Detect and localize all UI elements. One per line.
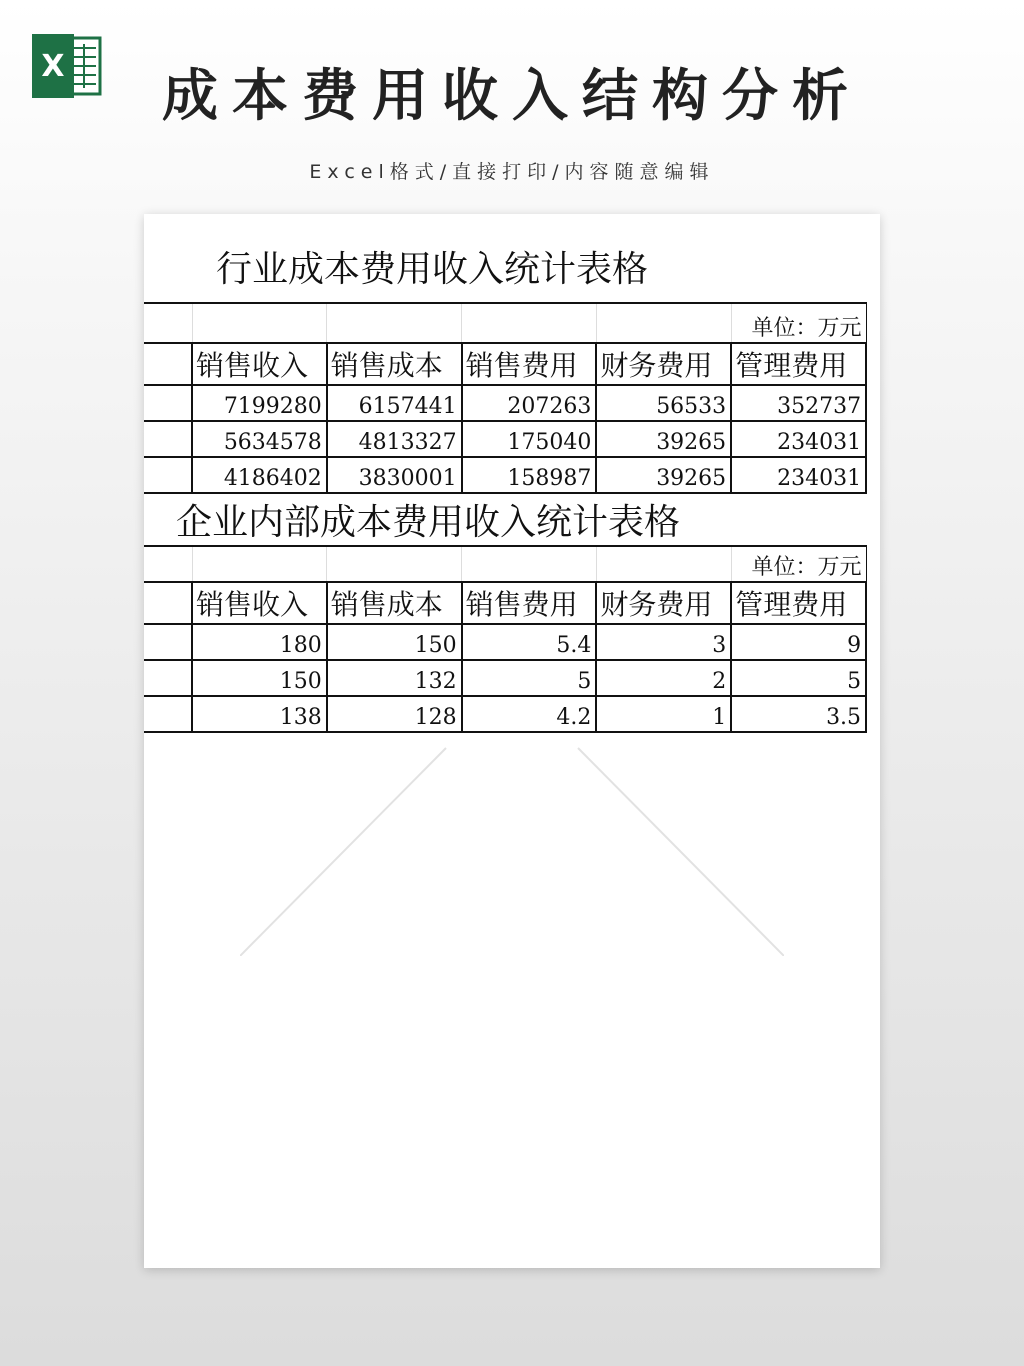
table-cell: 150 bbox=[192, 660, 327, 696]
table-cell: 234031 bbox=[731, 457, 866, 493]
excel-icon-letter: X bbox=[41, 49, 65, 84]
table1-unit-row bbox=[144, 303, 866, 343]
table-row bbox=[144, 385, 866, 421]
table-cell: 5 bbox=[731, 660, 866, 696]
table-cell: 207263 bbox=[462, 385, 597, 421]
table-cell: 138 bbox=[192, 696, 327, 732]
table-cell: 175040 bbox=[462, 421, 597, 457]
table1-header-cell: 销售收入 bbox=[192, 343, 327, 385]
table1-title-row bbox=[144, 230, 866, 303]
table-cell: 4.2 bbox=[462, 696, 597, 732]
table-cell: 128 bbox=[327, 696, 462, 732]
table-cell: 39265 bbox=[596, 421, 731, 457]
table2-title: 企业内部成本费用收入统计表格 bbox=[144, 493, 866, 546]
spreadsheet-grid bbox=[144, 230, 866, 733]
page-subtitle: Excel格式/直接打印/内容随意编辑 bbox=[309, 161, 715, 183]
table-row bbox=[144, 624, 866, 660]
table-cell: 9 bbox=[731, 624, 866, 660]
table-cell: 56533 bbox=[596, 385, 731, 421]
table1-header-row bbox=[144, 343, 866, 385]
spreadsheet-page bbox=[144, 214, 880, 1268]
table2-header-cell: 销售费用 bbox=[462, 582, 597, 624]
table2-header-row bbox=[144, 582, 866, 624]
table-row bbox=[144, 660, 866, 696]
table1-header-cell: 销售费用 bbox=[462, 343, 597, 385]
table2-header-cell: 销售成本 bbox=[327, 582, 462, 624]
table-cell: 1 bbox=[596, 696, 731, 732]
table-row bbox=[144, 457, 866, 493]
table-cell: 2 bbox=[596, 660, 731, 696]
table-cell: 3830001 bbox=[327, 457, 462, 493]
table-row bbox=[144, 421, 866, 457]
table-cell: 5634578 bbox=[192, 421, 327, 457]
table2-unit: 单位：万元 bbox=[731, 546, 866, 582]
table-cell: 6157441 bbox=[327, 385, 462, 421]
table-cell: 3.5 bbox=[731, 696, 866, 732]
table-cell: 3 bbox=[596, 624, 731, 660]
table2-unit-row bbox=[144, 546, 866, 582]
page-title: 成本费用收入结构分析 bbox=[162, 64, 862, 129]
table-cell: 39265 bbox=[596, 457, 731, 493]
statistics-table bbox=[144, 230, 867, 733]
table-cell: 132 bbox=[327, 660, 462, 696]
table1-header-cell: 销售成本 bbox=[327, 343, 462, 385]
table-cell: 5 bbox=[462, 660, 597, 696]
table1-title: 行业成本费用收入统计表格 bbox=[144, 230, 866, 303]
table2-title-row bbox=[144, 493, 866, 546]
table-cell: 4186402 bbox=[192, 457, 327, 493]
table-cell: 7199280 bbox=[192, 385, 327, 421]
table-cell: 4813327 bbox=[327, 421, 462, 457]
table-cell: 150 bbox=[327, 624, 462, 660]
table2-header-cell: 管理费用 bbox=[731, 582, 866, 624]
table-row bbox=[144, 696, 866, 732]
table-cell: 158987 bbox=[462, 457, 597, 493]
table1-header-cell: 管理费用 bbox=[731, 343, 866, 385]
table-cell: 352737 bbox=[731, 385, 866, 421]
table-cell: 234031 bbox=[731, 421, 866, 457]
table-cell: 5.4 bbox=[462, 624, 597, 660]
table1-header-cell: 财务费用 bbox=[596, 343, 731, 385]
table2-header-cell: 财务费用 bbox=[596, 582, 731, 624]
table-cell: 180 bbox=[192, 624, 327, 660]
table1-unit: 单位：万元 bbox=[731, 303, 866, 343]
table2-header-cell: 销售收入 bbox=[192, 582, 327, 624]
